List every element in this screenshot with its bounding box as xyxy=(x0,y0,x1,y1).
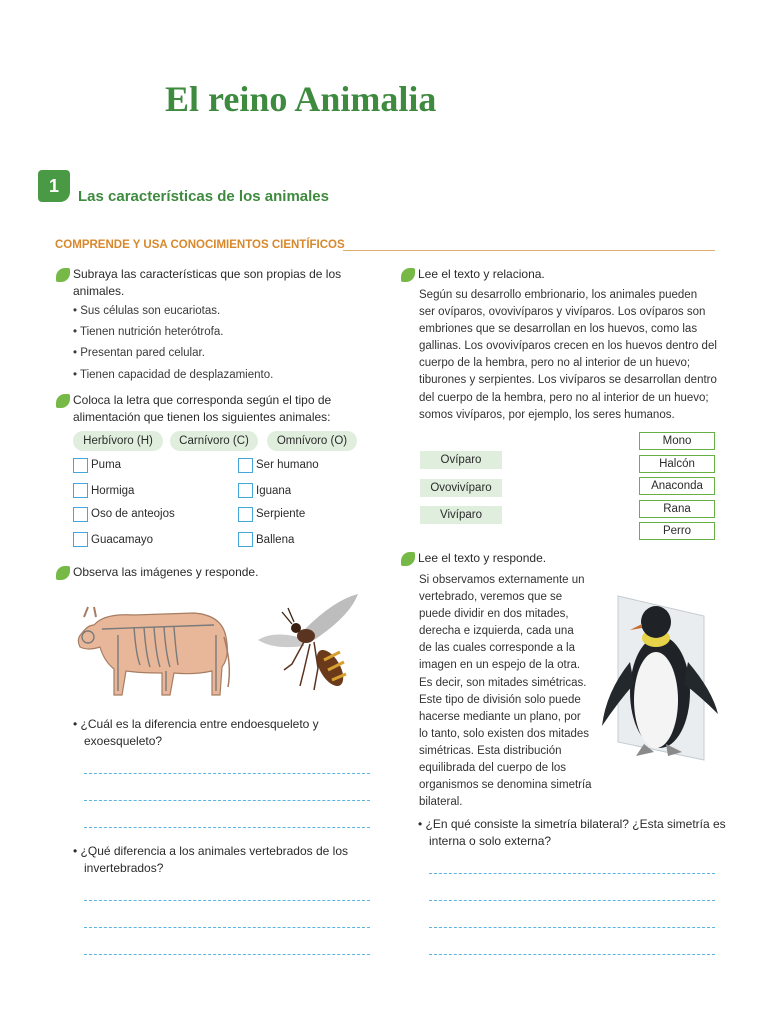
diet-type-carnivore: Carnívoro (C) xyxy=(170,431,258,451)
answer-line[interactable] xyxy=(84,773,370,774)
animal-option[interactable]: Mono xyxy=(639,432,715,450)
answer-box[interactable] xyxy=(238,483,253,498)
answer-line[interactable] xyxy=(429,900,715,901)
answer-box[interactable] xyxy=(73,507,88,522)
act1-bullet: • Tienen capacidad de desplazamiento. xyxy=(73,369,274,381)
act4-paragraph: Según su desarrollo embrionario, los animales pueden ser ovíparos, ovovivíparos y vivíparos. Los ovíparos son embriones que se desarrollan en los huevos, como las gallinas. Los ovovivíparos crecen en los huevos dentro del cuerpo de la hembra, pero no al interior de un huevo; tiburones y serpientes. Los vivíparos se desarrollan dentro del cuerpo de la hembra, pero no al interior de un huevo; somos vivíparos, por ejemplo, los seres humanos. xyxy=(419,289,717,421)
section-number-badge: 1 xyxy=(38,170,70,202)
heading-rule xyxy=(343,250,715,251)
answer-box[interactable] xyxy=(238,532,253,547)
answer-line[interactable] xyxy=(429,873,715,874)
animal-label: Ser humano xyxy=(256,459,319,471)
act3-question-1: • ¿Cuál es la diferencia entre endoesqueleto y exoesqueleto? xyxy=(73,717,319,748)
penguin-image xyxy=(596,592,726,764)
act2-prompt: Coloca la letra que corresponda según el tipo de alimentación que tienen los siguientes animales: xyxy=(73,393,332,424)
act5-prompt: Lee el texto y responde. xyxy=(418,551,547,565)
act1-bullet: • Presentan pared celular. xyxy=(73,347,205,359)
answer-box[interactable] xyxy=(238,458,253,473)
wasp-image xyxy=(254,590,364,698)
answer-line[interactable] xyxy=(84,827,370,828)
animal-label: Guacamayo xyxy=(91,534,154,546)
leaf-icon xyxy=(56,566,70,580)
act3-question-2: • ¿Qué diferencia a los animales vertebrados de los invertebrados? xyxy=(73,844,349,875)
answer-box[interactable] xyxy=(73,458,88,473)
animal-label: Hormiga xyxy=(91,485,135,497)
answer-line[interactable] xyxy=(84,927,370,928)
diet-type-herbivore: Herbívoro (H) xyxy=(73,431,163,451)
animal-option[interactable]: Anaconda xyxy=(639,477,715,495)
animal-label: Puma xyxy=(91,459,122,471)
development-type[interactable]: Ovovivíparo xyxy=(420,479,502,497)
answer-line[interactable] xyxy=(429,927,715,928)
leaf-icon xyxy=(401,552,415,566)
act1-bullet: • Sus células son eucariotas. xyxy=(73,305,221,317)
animal-label: Oso de anteojos xyxy=(91,508,175,520)
act1-bullet: • Tienen nutrición heterótrofa. xyxy=(73,326,224,338)
answer-line[interactable] xyxy=(84,900,370,901)
leaf-icon xyxy=(56,394,70,408)
act1-prompt: Subraya las características que son propias de los animales. xyxy=(73,267,342,298)
answer-line[interactable] xyxy=(429,954,715,955)
animal-option[interactable]: Halcón xyxy=(639,455,715,473)
act5-paragraph: Si observamos externamente un vertebrado, veremos que se puede dividir en dos mitades, derecha e izquierda, cada una de las cuales corresponde a la imagen en un espejo de la otra. Es decir, son mitades simétricas. Este tipo de división solo puede hacerse mediante un plano, por lo tanto, solo existen dos mitades simétricas. Esta distribución equilibrada del cuerpo de los organismos se denomina simetría bilateral. xyxy=(419,574,592,809)
animal-label: Serpiente xyxy=(256,508,306,520)
leaf-icon xyxy=(56,268,70,282)
animal-option[interactable]: Rana xyxy=(639,500,715,518)
act4-prompt: Lee el texto y relaciona. xyxy=(418,267,545,281)
animal-option[interactable]: Perro xyxy=(639,522,715,540)
cow-skeleton-image xyxy=(74,595,234,707)
animal-label: Ballena xyxy=(256,534,295,546)
diet-type-omnivore: Omnívoro (O) xyxy=(267,431,357,451)
answer-box[interactable] xyxy=(73,483,88,498)
development-type[interactable]: Ovíparo xyxy=(420,451,502,469)
act3-prompt: Observa las imágenes y responde. xyxy=(73,565,259,579)
act5-question: • ¿En qué consiste la simetría bilateral? ¿Esta simetría es interna o solo externa? xyxy=(418,817,726,848)
answer-box[interactable] xyxy=(73,532,88,547)
development-type[interactable]: Vivíparo xyxy=(420,506,502,524)
leaf-icon xyxy=(401,268,415,282)
answer-box[interactable] xyxy=(238,507,253,522)
animal-label: Iguana xyxy=(256,485,292,497)
competence-heading: COMPRENDE Y USA CONOCIMIENTOS CIENTÍFICOS xyxy=(55,239,345,251)
section-title: Las características de los animales xyxy=(78,188,329,205)
page-title: El reino Animalia xyxy=(165,79,437,119)
answer-line[interactable] xyxy=(84,954,370,955)
answer-line[interactable] xyxy=(84,800,370,801)
